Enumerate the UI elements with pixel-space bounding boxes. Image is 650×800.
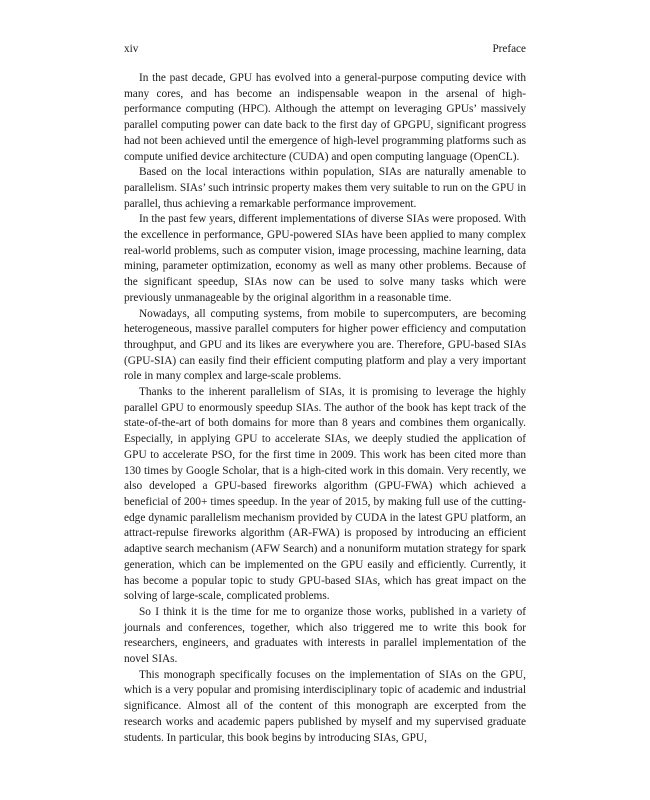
body-text [124, 71, 526, 746]
paragraph: In the past few years, different implementations of diverse SIAs were proposed. With the excellence in performance, GPU-powered SIAs have been applied to many complex real-world problems, such as computer vision, image processing, machine learning, data mining, parameter optimization, economy as well as many other problems. Because of the significant speedup, SIAs now can be used to solve many tasks which were previously unmanageable by the original algorithm in a reasonable time. [124, 213, 526, 304]
paragraph: Based on the local interactions within population, SIAs are naturally amenable to parallelism. SIAs’ such intrinsic property makes them very suitable to run on the GPU in parallel, thus achieving a remarkable performance improvement. [124, 166, 526, 210]
paragraph: This monograph specifically focuses on the implementation of SIAs on the GPU, which is a very popular and promising interdisciplinary topic of academic and industrial significance. Almost all of the content of this monograph are excerpted from the research works and academic papers published by myself and my supervised graduate students. In particular, this book begins by introducing SIAs, GPU, [124, 668, 526, 744]
paragraph: In the past decade, GPU has evolved into a general-purpose computing device with many cores, and has become an indispensable weapon in the arsenal of high-performance computing (HPC). Although the attempt on leveraging GPUs’ massively parallel computing power can date back to the first day of GPGPU, significant progress had not been achieved until the emergence of high-level programming platforms such as compute unified device architecture (CUDA) and open computing language (OpenCL). [124, 72, 526, 163]
running-head [124, 42, 526, 56]
section-title: Preface [492, 43, 526, 55]
book-page [124, 42, 526, 746]
paragraph: Thanks to the inherent parallelism of SIAs, it is promising to leverage the highly parallel GPU to enormously speedup SIAs. The author of the book has kept track of the state-of-the-art of both domains for more than 8 years and combines them organically. Especially, in applying GPU to accelerate SIAs, we deeply studied the application of GPU to accelerate PSO, for the first time in 2009. This work has been cited more than 130 times by Google Scholar, that is a high-cited work in this domain. Very recently, we also developed a GPU-based fireworks algorithm (GPU-FWA) which achieved a beneficial of 200+ times speedup. In the year of 2015, by making full use of the cutting-edge dynamic parallelism mechanism provided by CUDA in the latest GPU platform, an attract-repulse fireworks algorithm (AR-FWA) is proposed by introducing an efficient adaptive search mechanism (AFW Search) and a nonuniform mutation strategy for spark generation, which can be implemented on the GPU easily and efficiently. Currently, it has become a popular topic to study GPU-based SIAs, which has great impact on the solving of large-scale, complicated problems. [124, 386, 526, 603]
paragraph: Nowadays, all computing systems, from mobile to supercomputers, are becoming heterogeneous, massive parallel computers for higher power efficiency and computation throughput, and GPU and its likes are everywhere you are. Therefore, GPU-based SIAs (GPU-SIA) can easily find their efficient computing platform and play a very important role in many complex and large-scale problems. [124, 307, 526, 383]
paragraph: So I think it is the time for me to organize those works, published in a variety of journals and conferences, together, which also triggered me to write this book for researchers, engineers, and graduates with interests in parallel implementation of the novel SIAs. [124, 605, 526, 666]
page-number: xiv [124, 43, 139, 55]
